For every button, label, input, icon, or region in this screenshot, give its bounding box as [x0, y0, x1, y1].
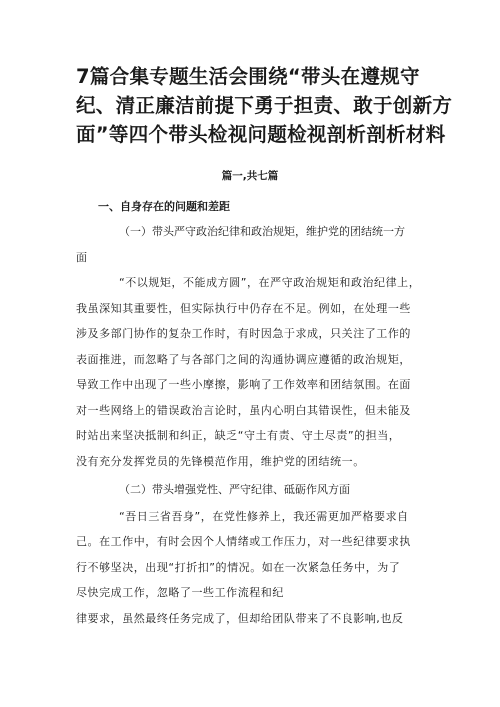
- paragraph-2-line: 行不够坚决，出现“打折扣”的情况。如在一次紧急任务中，为了: [76, 561, 401, 574]
- paragraph-1-line: 我虽深知其重要性，但实际执行中仍存在不足。例如，在处理一些: [76, 302, 411, 315]
- paragraph-1-line: 时站出来坚决抵制和纠正，缺乏“守土有责、守土尽责”的担当，: [76, 429, 401, 442]
- document-title: [76, 62, 453, 149]
- paragraph-2-line: 律要求，虽然最终任务完成了，但却给团队带来了不良影响,也反: [76, 612, 404, 625]
- paragraph-1-line: 对一些网络上的错误政治言论时，虽内心明白其错误性，但未能及: [76, 404, 411, 417]
- title-line: 7篇合集专题生活会围绕“带头在遵规守: [76, 65, 420, 88]
- paragraph-1-line: “不以规矩，不能成方圆”，在严守政治规矩和政治纪律上，: [119, 276, 421, 289]
- paragraph-1-line: 涉及多部门协作的复杂工作时，有时因急于求成，只关注了工作的: [76, 327, 411, 340]
- paragraph-2-line: 己。在工作中，有时会因个人情绪或工作压力，对一些纪律要求执: [76, 535, 411, 548]
- subheading-1-line: 面: [76, 251, 87, 264]
- paragraph-2-line: “吾日三省吾身”，在党性修养上，我还需更加严格要求自: [119, 510, 409, 523]
- paragraph-1-line: 导致工作中出现了一些小摩擦，影响了工作效率和团结氛围。在面: [76, 378, 411, 391]
- heading-problems: 一、自身存在的问题和差距: [98, 200, 230, 213]
- paragraph-1-line: 没有充分发挥党员的先锋模范作用，维护党的团结统一。: [76, 455, 365, 468]
- paragraph-2-line: 尽快完成工作，忽略了一些工作流程和纪: [76, 586, 284, 599]
- title-line: 面”等四个带头检视问题检视剖析剖析材料: [76, 123, 446, 146]
- paragraph-1-line: 表面推进，而忽略了与各部门之间的沟通协调应遵循的政治规矩，: [76, 353, 411, 366]
- title-line: 纪、清正廉洁前提下勇于担责、敢于创新方: [76, 94, 453, 117]
- subheading-1-line: （一）带头严守政治纪律和政治规矩，维护党的团结统一方: [119, 225, 405, 238]
- section-label: 篇一,共七篇: [221, 170, 279, 182]
- subheading-2: （二）带头增强党性、严守纪律、砥砺作风方面: [119, 483, 350, 496]
